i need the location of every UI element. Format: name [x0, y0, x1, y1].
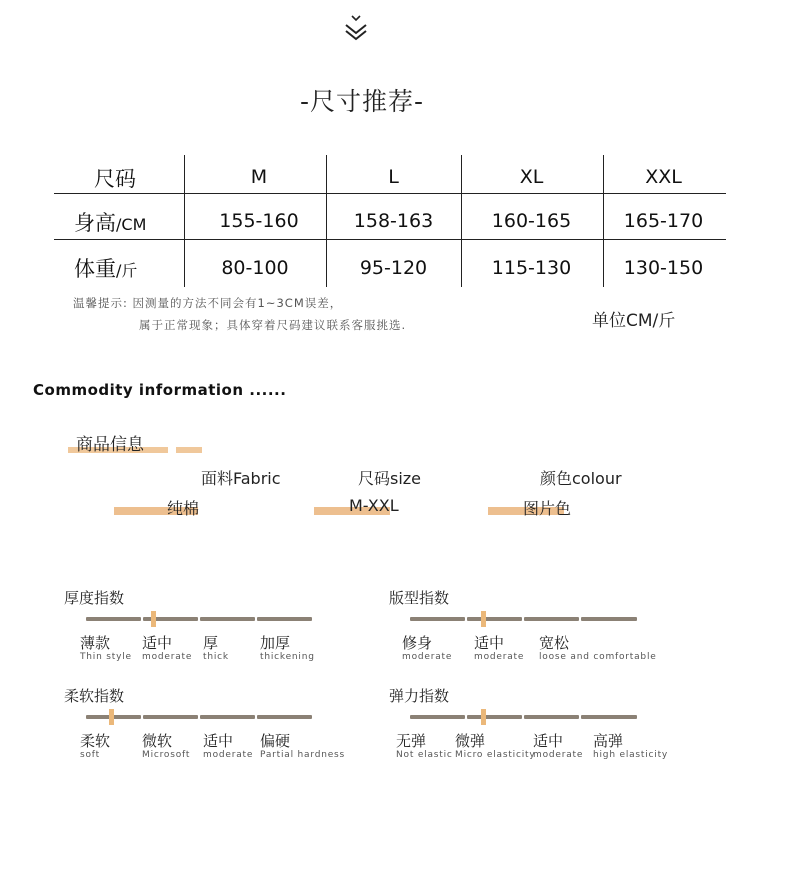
index-option-en: moderate	[142, 652, 193, 662]
index-option-en: Not elastic	[396, 750, 453, 760]
table-divider	[54, 239, 726, 240]
index-bar-segment	[524, 715, 579, 719]
field-value-colour: 图片色	[523, 499, 572, 518]
index-bar-segment	[257, 715, 312, 719]
index-bar-segment	[581, 715, 637, 719]
index-bar-segment	[410, 715, 465, 719]
table-row-label	[74, 253, 137, 283]
table-row-label	[74, 207, 146, 237]
table-cell: 160-165	[491, 210, 572, 232]
index-option: 适中	[474, 634, 505, 652]
index-option: 高弹	[593, 732, 624, 750]
index-option-en: thickening	[260, 652, 315, 662]
index-bar-segment	[581, 617, 637, 621]
size-header: L	[388, 166, 399, 188]
field-value-size: M-XXL	[349, 496, 399, 515]
table-cell: 155-160	[219, 210, 299, 232]
double-chevron-down-icon	[343, 14, 369, 42]
size-header: XL	[519, 166, 544, 188]
index-bar-segment	[467, 617, 522, 621]
index-marker	[109, 709, 114, 725]
index-bar-segment	[200, 617, 255, 621]
size-header: XXL	[645, 166, 682, 188]
height-unit: /CM	[116, 215, 147, 234]
table-cell: 80-100	[221, 257, 289, 279]
index-option: 适中	[142, 634, 173, 652]
index-option: 适中	[203, 732, 234, 750]
field-label-colour: 颜色colour	[540, 469, 622, 488]
index-option-en: moderate	[203, 750, 254, 760]
table-cell: 95-120	[359, 257, 428, 279]
index-option: 宽松	[539, 634, 570, 652]
table-cell: 130-150	[623, 257, 704, 279]
index-option-en: Micro elasticity	[455, 750, 536, 760]
size-note-line1: 温馨提示: 因测量的方法不同会有1~3CM误差，	[73, 296, 343, 310]
index-option: 无弹	[396, 732, 427, 750]
index-marker	[481, 709, 486, 725]
elasticity-index-title: 弹力指数	[389, 687, 450, 705]
table-divider	[461, 155, 462, 287]
accent-underline	[176, 447, 202, 453]
thickness-index-title: 厚度指数	[64, 589, 125, 607]
index-option: 薄款	[80, 634, 111, 652]
table-divider	[326, 155, 327, 287]
size-note-line2: 属于正常现象；具体穿着尺码建议联系客服挑选.	[139, 318, 407, 332]
index-option-en: soft	[80, 750, 100, 760]
weight-label: 体重	[74, 257, 116, 281]
index-bar-segment	[257, 617, 312, 621]
table-divider	[54, 193, 726, 194]
index-marker	[151, 611, 156, 627]
index-option-en: Thin style	[80, 652, 132, 662]
index-option: 修身	[402, 634, 433, 652]
page-title: -尺寸推荐-	[299, 87, 425, 116]
index-option: 微软	[142, 732, 173, 750]
field-value-fabric: 纯棉	[167, 499, 200, 518]
index-option-en: Microsoft	[142, 750, 191, 760]
unit-note: 单位CM/斤	[592, 311, 676, 331]
size-table	[54, 155, 726, 287]
commodity-heading: Commodity information ......	[33, 381, 287, 399]
table-cell: 115-130	[491, 257, 572, 279]
index-bar-segment	[86, 617, 141, 621]
table-divider	[184, 155, 185, 287]
section-title: 商品信息	[76, 435, 144, 455]
index-option-en: moderate	[474, 652, 525, 662]
fit-index-title: 版型指数	[389, 589, 450, 607]
size-header: M	[250, 166, 268, 188]
index-option: 柔软	[80, 732, 111, 750]
index-option-en: thick	[203, 652, 229, 662]
index-option-en: moderate	[402, 652, 453, 662]
index-bar-segment	[524, 617, 579, 621]
index-bar-segment	[410, 617, 465, 621]
index-option: 厚	[203, 634, 219, 652]
index-option: 微弹	[455, 732, 486, 750]
index-option: 偏硬	[260, 732, 291, 750]
table-cell: 165-170	[623, 210, 704, 232]
index-option-en: Partial hardness	[260, 750, 346, 760]
index-option-en: loose and comfortable	[539, 652, 657, 662]
table-col-header: 尺码	[94, 167, 136, 191]
height-label: 身高	[74, 211, 116, 235]
field-label-size: 尺码size	[358, 469, 422, 488]
index-bar-segment	[143, 715, 198, 719]
index-option: 加厚	[260, 634, 291, 652]
index-option-en: high elasticity	[593, 750, 669, 760]
index-option-en: moderate	[533, 750, 584, 760]
index-marker	[481, 611, 486, 627]
weight-unit: /斤	[116, 261, 138, 280]
table-divider	[603, 155, 604, 287]
index-bar-segment	[200, 715, 255, 719]
softness-index-title: 柔软指数	[64, 687, 125, 705]
table-cell: 158-163	[353, 210, 434, 232]
index-bar-segment	[467, 715, 522, 719]
index-option: 适中	[533, 732, 564, 750]
field-label-fabric: 面料Fabric	[201, 469, 281, 488]
